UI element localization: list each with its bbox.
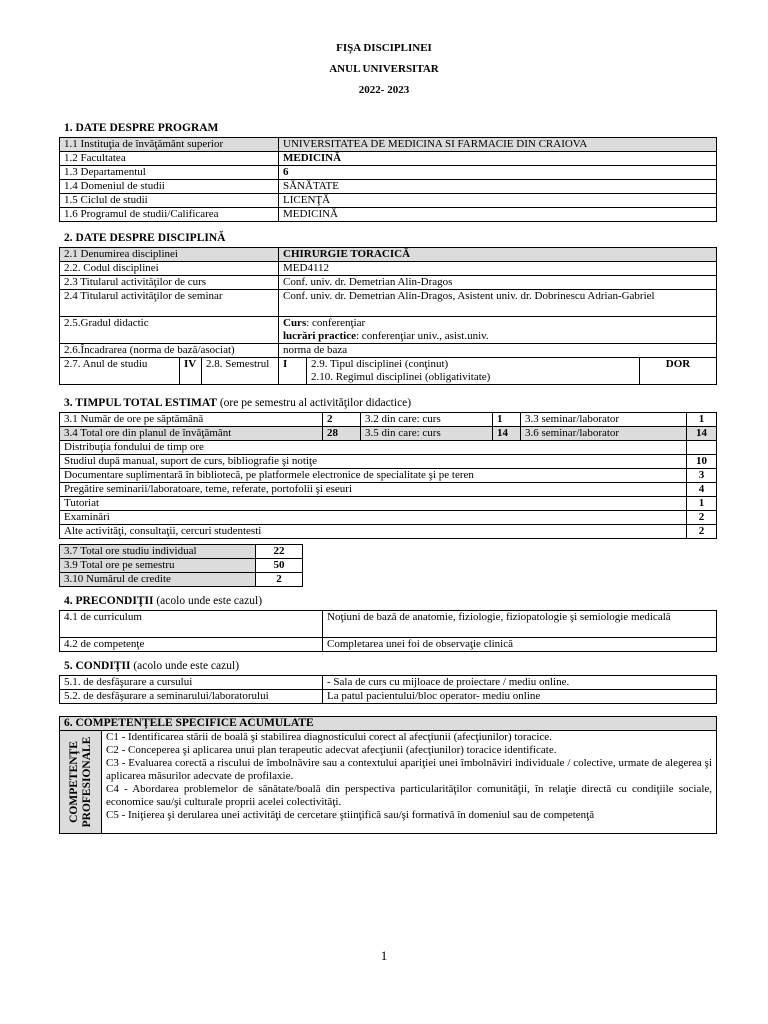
table-row: 2.6.Încadrarea (norma de bază/asociat) norma de baza — [60, 344, 717, 358]
section-6-title: 6. COMPETENŢELE SPECIFICE ACUMULATE — [60, 717, 717, 731]
document-title: FIŞA DISCIPLINEI — [336, 42, 432, 54]
academic-year: 2022- 2023 — [358, 84, 410, 96]
discipline-type: DOR — [640, 358, 717, 385]
didactic-grade: Curs: conferenţiar lucrări practice: conferenţiar univ., asist.univ. — [279, 317, 717, 344]
table-row: 1.5 Ciclul de studii LICENŢĂ — [60, 194, 717, 208]
semester: I — [279, 358, 307, 385]
table-row: Documentare suplimentară în bibliotecă, pe platformele electronice de specialitate şi pe teren 3 — [60, 469, 717, 483]
cycle-value: LICENŢĂ — [279, 194, 717, 208]
section-4-title: 4. PRECONDIŢII (acolo unde este cazul) — [64, 595, 263, 607]
professional-competences-label: COMPETENŢE PROFESIONALE — [60, 731, 102, 834]
table-row: Alte activităţi, consultaţii, cercuri studentesti 2 — [60, 525, 717, 539]
table-row: 3.9 Total ore pe semestru 50 — [60, 559, 303, 573]
table-row: Distribuţia fondului de timp ore — [60, 441, 717, 455]
discipline-name: CHIRURGIE TORACICĂ — [279, 248, 717, 262]
institution-value: UNIVERSITATEA DE MEDICINA SI FARMACIE DIN CRAIOVA — [279, 138, 717, 152]
table-row: 2.1 Denumirea disciplinei CHIRURGIE TORACICĂ — [60, 248, 717, 262]
table-row: 5.1. de desfăşurare a cursului - Sala de curs cu mijloace de proiectare / mediu online. — [60, 676, 717, 690]
section-3-title: 3. TIMPUL TOTAL ESTIMAT (ore pe semestru al activităţilor didactice) — [64, 397, 412, 409]
table-row: 1.2 Facultatea MEDICINĂ — [60, 152, 717, 166]
list-item: C2 - Conceperea şi aplicarea unui plan terapeutic adecvat afecţiunii (afecţiunilor) toracice identificate. — [106, 744, 557, 756]
study-year: IV — [180, 358, 202, 385]
table-row: 2.4 Titularul activităţilor de seminar Conf. univ. dr. Demetrian Alin-Dragos, Asistent univ. dr. Dobrinescu Adrian-Gabriel — [60, 290, 717, 317]
table-row: 1.4 Domeniul de studii SĂNĂTATE — [60, 180, 717, 194]
domain-value: SĂNĂTATE — [279, 180, 717, 194]
page-number: 1 — [380, 948, 388, 963]
table-row: Examinări 2 — [60, 511, 717, 525]
table-row: Pregătire seminarii/laboratoare, teme, referate, portofolii şi eseuri 4 — [60, 483, 717, 497]
table-row: 4.1 de curriculum Noţiuni de bază de anatomie, fiziologie, fiziopatologie şi semiologie medicală — [60, 611, 717, 638]
competences-list — [102, 731, 717, 834]
program-table — [59, 137, 717, 222]
section-2-title: 2. DATE DESPRE DISCIPLINĂ — [64, 232, 226, 244]
table-row: 1.3 Departamentul 6 — [60, 166, 717, 180]
seminar-holder: Conf. univ. dr. Demetrian Alin-Dragos, Asistent univ. dr. Dobrinescu Adrian-Gabriel — [279, 290, 717, 317]
time-table — [59, 412, 717, 539]
time-totals-table — [59, 544, 303, 587]
table-row — [60, 717, 717, 731]
program-value: MEDICINĂ — [279, 208, 717, 222]
list-item: C5 - Iniţierea şi derularea unei activităţi de cercetare ştiinţifică sau/şi formativă în domeniul sau de competenţă — [106, 809, 595, 821]
table-row: 5.2. de desfăşurare a seminarului/laboratorului La patul pacientului/bloc operator- mediu online — [60, 690, 717, 704]
section-5-title: 5. CONDIŢII (acolo unde este cazul) — [64, 660, 240, 672]
table-row: 3.1 Număr de ore pe săptămână 2 3.2 din care: curs 1 3.3 seminar/laborator 1 — [60, 413, 717, 427]
document-header — [0, 38, 768, 101]
table-row: Studiul după manual, suport de curs, bibliografie şi notiţe 10 — [60, 455, 717, 469]
document-subtitle: ANUL UNIVERSITAR — [329, 63, 439, 75]
conditions-table — [59, 675, 717, 704]
table-row: 3.10 Numărul de credite 2 — [60, 573, 303, 587]
table-row: 1.1 Instituţia de învăţământ superior UNIVERSITATEA DE MEDICINA SI FARMACIE DIN CRAIOVA — [60, 138, 717, 152]
department-value: 6 — [279, 166, 717, 180]
section-1-title: 1. DATE DESPRE PROGRAM — [64, 122, 219, 134]
discipline-code: MED4112 — [279, 262, 717, 276]
list-item: C4 - Abordarea problemelor de sănătate/boală din perspectiva particularităţilor comunităţii, în relaţie directă cu condiţiile sociale, economice sau/şi culturale proprii acelei colectivităţi. — [106, 783, 713, 808]
competences-table — [59, 716, 717, 834]
discipline-table — [59, 247, 717, 385]
employment-value: norma de baza — [279, 344, 717, 358]
table-row: Tutoriat 1 — [60, 497, 717, 511]
table-row: 2.7. Anul de studiu IV 2.8. Semestrul I 2.9. Tipul disciplinei (conţinut) 2.10. Regimul disciplinei (obligativitate) DOR — [60, 358, 717, 385]
table-row: 3.4 Total ore din planul de învăţământ 28 3.5 din care: curs 14 3.6 seminar/laborator 14 — [60, 427, 717, 441]
table-row: 2.3 Titularul activităţilor de curs Conf. univ. dr. Demetrian Alin-Dragos — [60, 276, 717, 290]
table-row: 2.5.Gradul didactic Curs: conferenţiar lucrări practice: conferenţiar univ., asist.univ. — [60, 317, 717, 344]
list-item: C1 - Identificarea stării de boală şi stabilirea diagnosticului corect al afecţiunii (afecţiunilor) toracice. — [106, 731, 552, 743]
table-row — [60, 731, 717, 834]
preconditions-table — [59, 610, 717, 652]
table-row: 4.2 de competenţe Completarea unei foi de observaţie clinică — [60, 638, 717, 652]
list-item: C3 - Evaluarea corectă a riscului de îmbolnăvire sau a contextului apariţiei unei îmbolnăviri individuale / colective, urmate de alegerea şi aplicarea măsurilor adecvate de profilaxie. — [106, 757, 713, 782]
table-row: 3.7 Total ore studiu individual 22 — [60, 545, 303, 559]
course-holder: Conf. univ. dr. Demetrian Alin-Dragos — [279, 276, 717, 290]
faculty-value: MEDICINĂ — [279, 152, 717, 166]
table-row: 2.2. Codul disciplinei MED4112 — [60, 262, 717, 276]
table-row: 1.6 Programul de studii/Calificarea MEDICINĂ — [60, 208, 717, 222]
